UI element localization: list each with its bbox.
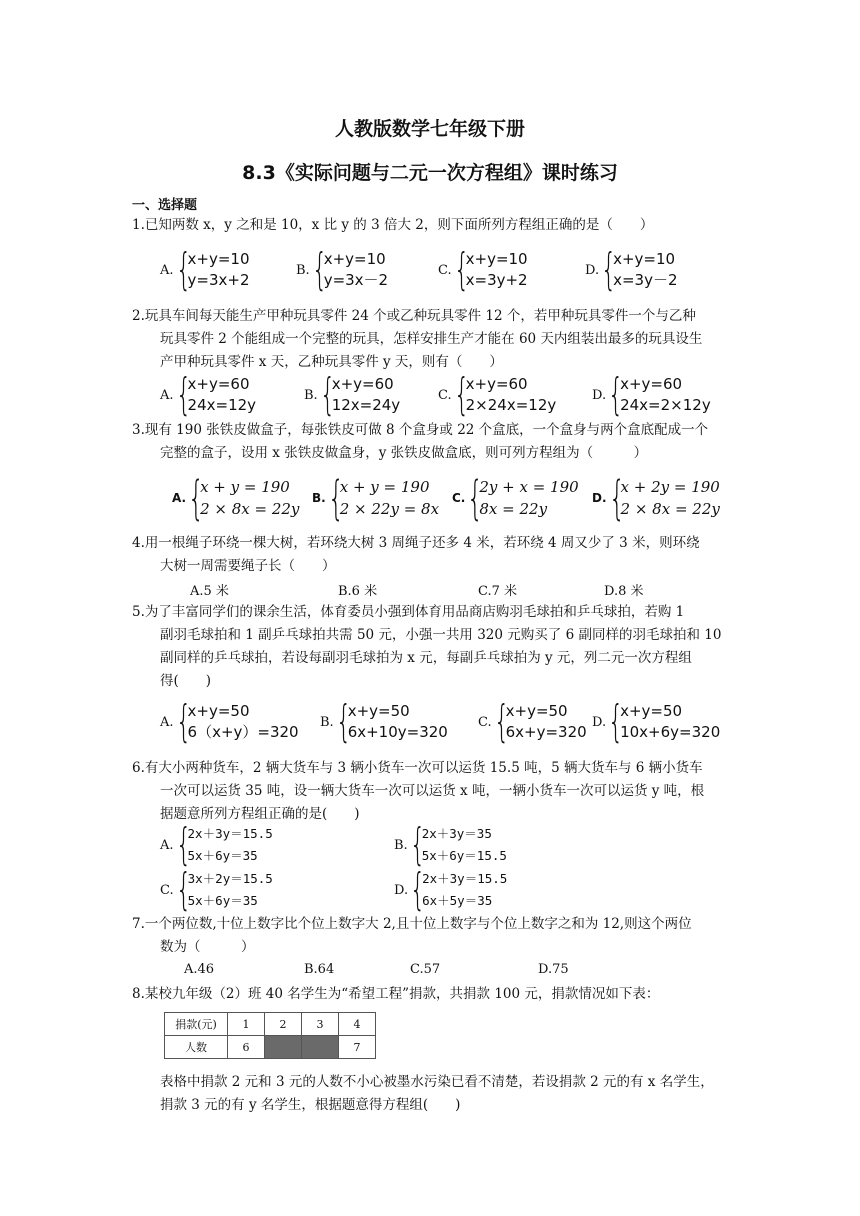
q5-option-d[interactable] xyxy=(592,696,721,747)
ink-stain-cell xyxy=(302,1036,339,1059)
option-label: A. xyxy=(172,491,187,505)
equation-line: 24x=2×12y xyxy=(620,396,711,414)
option-label: A. xyxy=(160,714,174,730)
q1-option-a[interactable] xyxy=(160,244,250,295)
table-cell: 捐款(元) xyxy=(165,1013,228,1036)
question-2-line-1: 2.玩具车间每天能生产甲种玩具零件 24 个或乙种玩具零件 12 个，若甲种玩具零件一个与乙种 xyxy=(132,308,696,324)
equation-line: 8x = 22y xyxy=(479,500,548,518)
equation-line: 12x=24y xyxy=(331,396,401,414)
option-label: B. xyxy=(312,491,326,505)
equation-line: x=3y－2 xyxy=(613,271,678,289)
q1-option-b[interactable] xyxy=(296,244,389,295)
q7-option-d[interactable]: D.75 xyxy=(538,962,569,977)
q3-option-b[interactable] xyxy=(312,471,440,525)
brace-icon: { xyxy=(175,819,191,870)
brace-icon: { xyxy=(175,369,191,420)
brace-icon: { xyxy=(335,696,352,747)
section-heading: 一、选择题 xyxy=(132,198,198,213)
table-row xyxy=(165,1036,376,1059)
table-cell: 人数 xyxy=(165,1036,228,1059)
question-6-line-1: 6.有大小两种货车，2 辆大货车与 3 辆小货车一次可以运货 15.5 吨，5 辆大货车与 6 辆小货车 xyxy=(132,760,703,776)
question-4-line-1: 4.用一根绳子环绕一棵大树，若环绕大树 3 周绳子还多 4 米，若环绕 4 周又少了 3 米，则环绕 xyxy=(132,535,700,551)
option-label: C. xyxy=(438,387,452,403)
equation-line: 2x＋3y＝35 xyxy=(421,826,492,841)
question-5-line-3: 副同样的乒乓球拍，若设每副羽毛球拍为 x 元，每副乒乓球拍为 y 元，列二元一次方程组 xyxy=(160,650,692,666)
q2-option-a[interactable] xyxy=(160,369,257,420)
equation-line: 3x＋2y＝15.5 xyxy=(187,871,273,886)
q7-option-c[interactable]: C.57 xyxy=(410,962,441,977)
table-cell: 6 xyxy=(228,1036,265,1059)
brace-icon: { xyxy=(493,696,510,747)
equation-line: x+y=10 xyxy=(613,250,676,268)
question-8-line-1: 8.某校九年级（2）班 40 名学生为“希望工程”捐款，共捐款 100 元，捐款情况如下表： xyxy=(132,986,660,1002)
q4-option-c[interactable]: C.7 米 xyxy=(478,584,518,599)
option-label: D. xyxy=(592,491,607,505)
equation-line: x+y=50 xyxy=(347,702,410,720)
q5-option-a[interactable] xyxy=(160,696,299,747)
equation-line: 6x+10y=320 xyxy=(347,723,448,741)
q4-option-a[interactable]: A.5 米 xyxy=(190,584,229,599)
equation-line: 2 × 8x = 22y xyxy=(620,500,720,518)
option-label: C. xyxy=(160,882,174,898)
option-label: D. xyxy=(592,714,607,730)
equation-line: y=3x－2 xyxy=(323,271,389,289)
donation-table xyxy=(164,1012,376,1059)
brace-icon: { xyxy=(409,819,426,870)
equation-line: 10x+6y=320 xyxy=(620,723,721,741)
question-6-line-3: 据题意所列方程组正确的是( ) xyxy=(160,806,360,822)
brace-icon: { xyxy=(175,244,191,295)
question-3-line-2: 完整的盒子，设用 x 张铁皮做盒身，y 张铁皮做盒底，则可列方程组为（ ） xyxy=(160,445,648,461)
table-cell: 2 xyxy=(265,1013,302,1036)
brace-icon: { xyxy=(467,471,484,525)
question-8-line-3: 捐款 3 元的有 y 名学生，根据题意得方程组( ) xyxy=(160,1097,461,1113)
equation-line: x+y=10 xyxy=(465,250,528,268)
question-5-line-1: 5.为了丰富同学们的课余生活，体育委员小强到体育用品商店购羽毛球拍和乒乓球拍，若购 1 xyxy=(132,604,685,620)
equation-line: x+y=50 xyxy=(187,702,250,720)
brace-icon: { xyxy=(608,369,624,420)
q2-option-b[interactable] xyxy=(304,369,401,420)
question-5-line-4: 得( ) xyxy=(160,673,212,689)
equation-line: 24x=12y xyxy=(187,396,257,414)
equation-line: 2x＋3y＝15.5 xyxy=(422,871,508,886)
brace-icon: { xyxy=(453,244,470,295)
equation-line: y=3x+2 xyxy=(187,271,250,289)
brace-icon: { xyxy=(601,244,617,295)
option-label: B. xyxy=(394,837,408,853)
brace-icon: { xyxy=(608,471,625,525)
page-subtitle: 8.3《实际问题与二元一次方程组》课时练习 xyxy=(242,162,618,184)
option-label: B. xyxy=(304,387,318,403)
option-label: B. xyxy=(296,262,310,278)
q5-option-b[interactable] xyxy=(320,696,448,747)
question-5-line-2: 副羽毛球拍和 1 副乒乓球拍共需 50 元，小强一共用 320 元购买了 6 副同样的羽毛球拍和 10 xyxy=(160,627,722,643)
equation-line: x+y=10 xyxy=(323,250,386,268)
equation-line: x + 2y = 190 xyxy=(620,478,720,496)
question-6-line-2: 一次可以运货 35 吨，设一辆大货车一次可以运货 x 吨，一辆小货车一次可以运货 y 吨，根 xyxy=(160,783,705,799)
option-label: A. xyxy=(160,262,174,278)
equation-line: 5x＋6y＝35 xyxy=(187,893,258,908)
equation-line: x+y=60 xyxy=(465,375,528,393)
equation-line: x+y=50 xyxy=(620,702,683,720)
q7-option-a[interactable]: A.46 xyxy=(184,962,215,977)
q6-option-d[interactable] xyxy=(394,864,508,915)
question-2-line-3: 产甲种玩具零件 x 天，乙种玩具零件 y 天，则有（ ） xyxy=(160,354,503,370)
brace-icon: { xyxy=(453,369,470,420)
question-8-line-2: 表格中捐款 2 元和 3 元的人数不小心被墨水污染已看不清楚，若设捐款 2 元的有 x 名学生， xyxy=(160,1074,714,1090)
q2-option-d[interactable] xyxy=(592,369,711,420)
equation-line: x + y = 190 xyxy=(339,478,430,496)
q3-option-c[interactable] xyxy=(452,471,579,525)
brace-icon: { xyxy=(410,864,426,915)
option-label: C. xyxy=(438,262,452,278)
table-cell: 1 xyxy=(228,1013,265,1036)
option-label: C. xyxy=(452,491,466,505)
equation-line: 2 × 22y = 8x xyxy=(339,500,440,518)
q6-option-a[interactable] xyxy=(160,819,273,870)
question-4-line-2: 大树一周需要绳子长（ ） xyxy=(160,558,336,574)
equation-line: 2 × 8x = 22y xyxy=(200,500,300,518)
table-row xyxy=(165,1013,376,1036)
equation-line: 6x+y=320 xyxy=(505,723,587,741)
equation-line: 2×24x=12y xyxy=(465,396,557,414)
equation-line: x=3y+2 xyxy=(465,271,528,289)
question-7-line-2: 数为（ ） xyxy=(160,939,255,955)
question-1-text: 1.已知两数 x，y 之和是 10，x 比 y 的 3 倍大 2，则下面所列方程组正确的是（ ） xyxy=(132,217,654,233)
equation-line: 2y + x = 190 xyxy=(479,478,579,496)
equation-line: 2x＋3y＝15.5 xyxy=(187,826,273,841)
q6-option-c[interactable] xyxy=(160,864,273,915)
q5-option-c[interactable] xyxy=(478,696,587,747)
equation-line: x+y=60 xyxy=(331,375,394,393)
brace-icon: { xyxy=(608,696,624,747)
q4-option-d[interactable]: D.8 米 xyxy=(604,584,644,599)
equation-line: 6（x+y）=320 xyxy=(187,723,299,741)
brace-icon: { xyxy=(327,471,344,525)
equation-line: x+y=50 xyxy=(505,702,568,720)
option-label: D. xyxy=(592,387,607,403)
q1-option-d[interactable] xyxy=(585,244,678,295)
option-label: C. xyxy=(478,714,492,730)
equation-line: x+y=60 xyxy=(620,375,683,393)
q3-option-d[interactable] xyxy=(592,471,720,525)
q1-option-c[interactable] xyxy=(438,244,528,295)
brace-icon: { xyxy=(188,471,205,525)
q4-option-b[interactable]: B.6 米 xyxy=(338,584,378,599)
brace-icon: { xyxy=(175,696,191,747)
ink-stain-cell xyxy=(265,1036,302,1059)
question-7-line-1: 7.一个两位数,十位上数字比个位上数字大 2,且十位上数字与个位上数字之和为 12,则这个两位 xyxy=(132,916,692,932)
page-title: 人教版数学七年级下册 xyxy=(334,118,525,140)
equation-line: x+y=10 xyxy=(187,250,250,268)
brace-icon: { xyxy=(319,369,336,420)
q3-option-a[interactable] xyxy=(172,471,300,525)
brace-icon: { xyxy=(311,244,328,295)
table-cell: 3 xyxy=(302,1013,339,1036)
q6-option-b[interactable] xyxy=(394,819,507,870)
option-label: D. xyxy=(585,262,600,278)
option-label: A. xyxy=(160,837,174,853)
brace-icon: { xyxy=(175,864,192,915)
table-cell: 7 xyxy=(339,1036,376,1059)
equation-line: x + y = 190 xyxy=(200,478,290,496)
question-2-line-2: 玩具零件 2 个能组成一个完整的玩具，怎样安排生产才能在 60 天内组装出最多的玩具设生 xyxy=(160,331,703,347)
equation-line: x+y=60 xyxy=(187,375,250,393)
table-cell: 4 xyxy=(339,1013,376,1036)
option-label: B. xyxy=(320,714,334,730)
q2-option-c[interactable] xyxy=(438,369,557,420)
q7-option-b[interactable]: B.64 xyxy=(304,962,335,977)
equation-line: 5x＋6y＝15.5 xyxy=(421,848,507,863)
question-3-line-1: 3.现有 190 张铁皮做盒子，每张铁皮可做 8 个盒身或 22 个盒底，一个盒身与两个盒底配成一个 xyxy=(132,422,709,438)
equation-line: 5x＋6y＝35 xyxy=(187,848,258,863)
option-label: D. xyxy=(394,882,409,898)
equation-line: 6x＋5y＝35 xyxy=(422,893,493,908)
option-label: A. xyxy=(160,387,174,403)
